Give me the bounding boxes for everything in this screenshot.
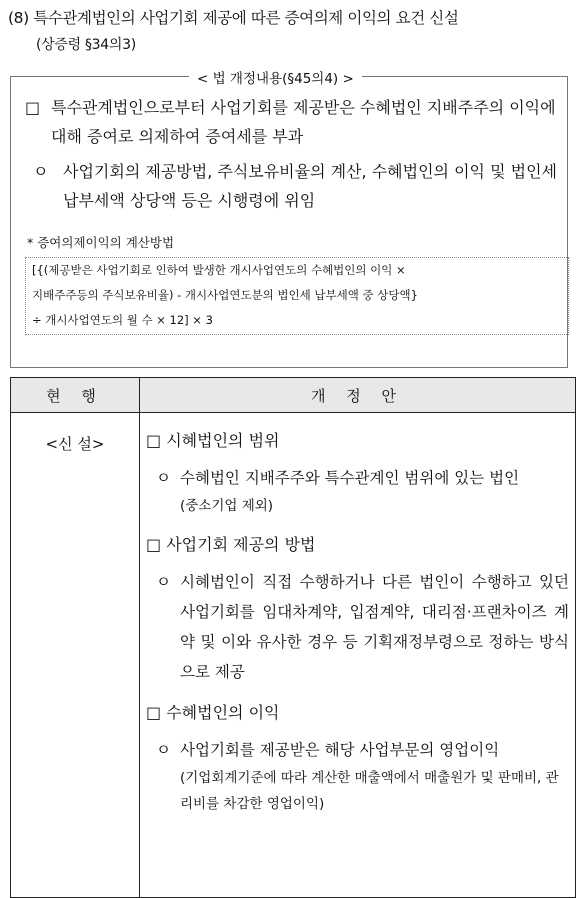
section-title: [146, 699, 569, 727]
section-item-text: 수혜법인 지배주주와 특수관계인 범위에 있는 법인: [180, 469, 520, 487]
square-bullet-icon: □: [25, 98, 41, 117]
header-current: 현 행: [11, 378, 140, 413]
section-item: [146, 567, 569, 687]
amendment-summary-box: [10, 71, 568, 368]
square-bullet-icon: □: [146, 703, 162, 722]
section-item: [146, 735, 569, 817]
summary-item-sub-text: 사업기회의 제공방법, 주식보유비율의 계산, 수혜법인의 이익 및 법인세 납부세액 상당액 등은 시행령에 위임: [63, 162, 557, 210]
section-item-note: (기업회계기준에 따라 계산한 매출액에서 매출원가 및 판매비, 관리비를 차감한 영업이익): [180, 770, 559, 812]
circle-bullet-icon: ㅇ: [156, 573, 171, 591]
formula-line: ÷ 개시사업연도의 월 수 × 12] × 3: [32, 313, 213, 327]
square-bullet-icon: □: [146, 431, 162, 450]
summary-item-main: [25, 93, 561, 151]
comparison-table: [10, 377, 576, 898]
section-reference: (상증령 §34의3): [36, 37, 136, 53]
circle-bullet-icon: ㅇ: [156, 741, 171, 759]
circle-bullet-icon: ㅇ: [156, 469, 171, 487]
section-item-text: 사업기회를 제공받은 해당 사업부문의 영업이익: [180, 741, 500, 759]
summary-item-sub: [25, 157, 565, 215]
section-title: [146, 531, 569, 559]
section-title: [146, 427, 569, 455]
header-proposed: 개 정 안: [140, 378, 576, 413]
section-title-text: 수혜법인의 이익: [166, 703, 280, 722]
section-heading: (8) 특수관계법인의 사업기회 제공에 따른 증여의제 이익의 요건 신설: [8, 9, 459, 27]
summary-item-main-text: 특수관계법인으로부터 사업기회를 제공받은 수혜법인 지배주주의 이익에 대해 증여로 의제하여 증여세를 부과: [51, 98, 556, 146]
table-header-row: [11, 378, 576, 413]
formula-box: [25, 257, 569, 335]
square-bullet-icon: □: [146, 535, 162, 554]
formula-line: [{(제공받은 사업기회로 인하여 발생한 개시사업연도의 수혜법인의 이익 ×: [32, 263, 406, 277]
circle-bullet-icon: ㅇ: [33, 162, 49, 181]
current-cell: <신 설>: [11, 413, 140, 898]
formula-note: * 증여의제이익의 계산방법: [27, 235, 175, 250]
summary-box-label: < 법 개정내용(§45의4) >: [189, 67, 362, 87]
formula-line: 지배주주등의 주식보유비율) - 개시사업연도분의 법인세 납부세액 중 상당액}: [32, 288, 418, 302]
table-row: [11, 413, 576, 898]
section-item-note: (중소기업 제외): [180, 498, 274, 514]
section-item: [146, 463, 569, 519]
section-item-text: 시혜법인이 직접 수행하거나 다른 법인이 수행하고 있던 사업기회를 임대차계약, 입점계약, 대리점·프랜차이즈 계약 및 이와 유사한 경우 등 기획재정부령으로 정하는 방식으로 제공: [180, 573, 569, 681]
proposed-cell: [140, 413, 576, 898]
section-title-text: 사업기회 제공의 방법: [166, 535, 316, 554]
section-title-text: 시혜법인의 범위: [166, 431, 280, 450]
